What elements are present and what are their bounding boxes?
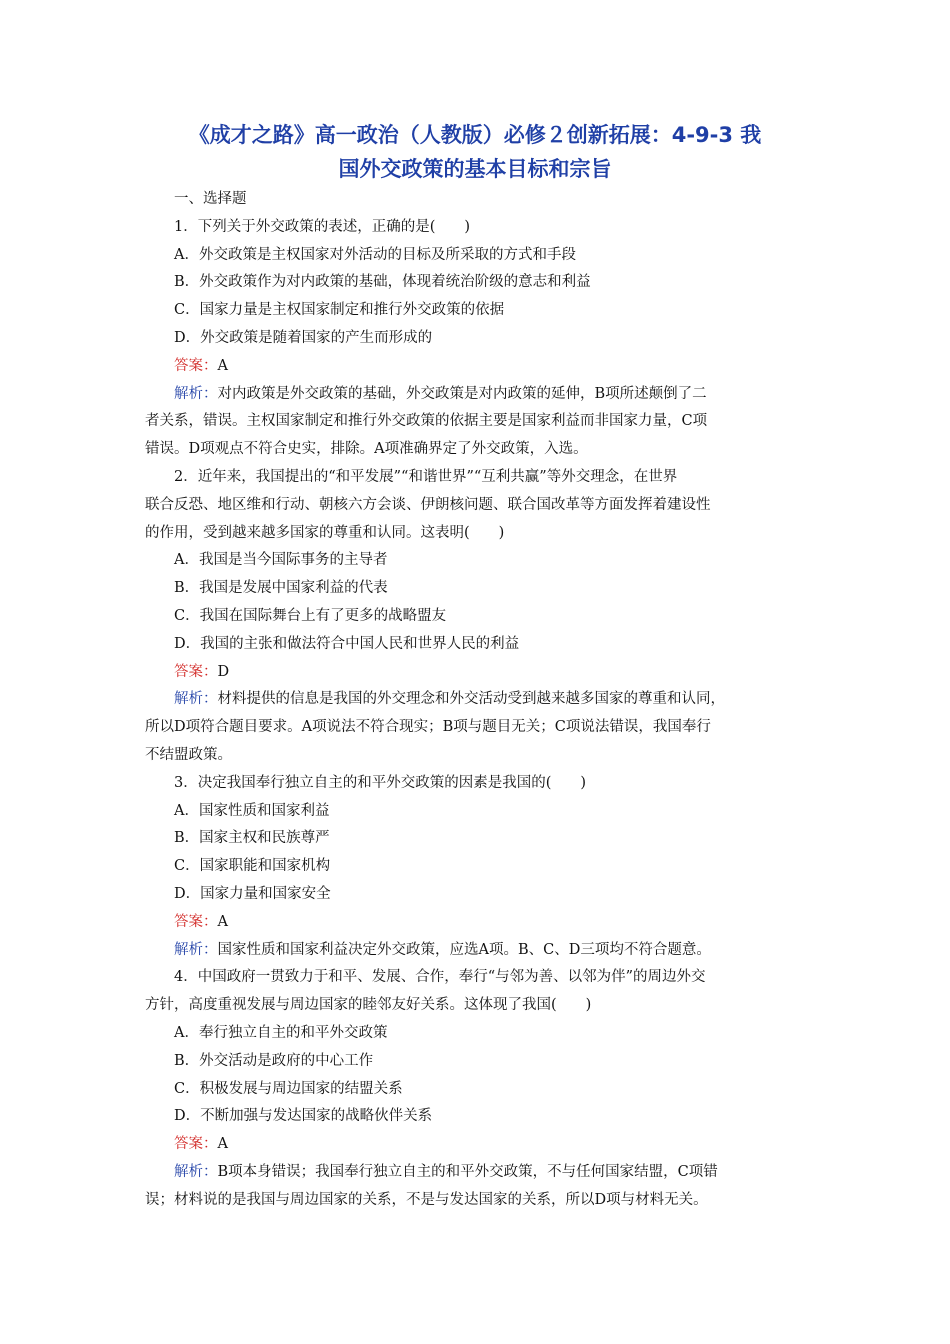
question-stem-line: 方针，高度重视发展与周边国家的睦邻友好关系。这体现了我国( ) xyxy=(145,997,592,1014)
question-stem-line: 3．决定我国奉行独立自主的和平外交政策的因素是我国的( ) xyxy=(174,774,587,791)
answer-label: 答案： xyxy=(174,1136,218,1153)
analysis-text: 所以D项符合题目要求。A项说法不符合现实；B项与题目无关；C项说法错误，我国奉行 xyxy=(145,719,711,736)
analysis-label: 解析： xyxy=(174,1163,218,1180)
question-option: C．国家力量是主权国家制定和推行外交政策的依据 xyxy=(174,302,505,319)
analysis-text: 材料提供的信息是我国的外交理念和外交活动受到越来越多国家的尊重和认同， xyxy=(217,691,725,708)
answer-line xyxy=(145,909,813,937)
analysis-label: 解析： xyxy=(174,941,218,958)
analysis-line xyxy=(145,436,813,464)
question-block xyxy=(145,214,813,464)
answer-value: D xyxy=(217,663,230,680)
analysis-line xyxy=(145,1187,813,1215)
question-option: D．不断加强与发达国家的战略伙伴关系 xyxy=(174,1108,433,1125)
question-option: B．国家主权和民族尊严 xyxy=(174,830,330,847)
question-stem-line: 1．下列关于外交政策的表述，正确的是( ) xyxy=(174,218,471,235)
document-title xyxy=(120,118,830,186)
analysis-text: 对内政策是外交政策的基础，外交政策是对内政策的延伸，B项所述颠倒了二 xyxy=(217,385,707,402)
question-option: B．外交活动是政府的中心工作 xyxy=(174,1052,374,1069)
question-option: D．外交政策是随着国家的产生而形成的 xyxy=(174,329,433,346)
analysis-line xyxy=(145,937,813,965)
question-option: C．积极发展与周边国家的结盟关系 xyxy=(174,1080,403,1097)
title-line-2: 国外交政策的基本目标和宗旨 xyxy=(338,157,612,181)
answer-value: A xyxy=(217,913,228,930)
answer-line xyxy=(145,659,813,687)
analysis-text: 不结盟政策。 xyxy=(145,746,232,763)
analysis-text: 误；材料说的是我国与周边国家的关系，不是与发达国家的关系，所以D项与材料无关。 xyxy=(145,1191,708,1208)
question-option: A．国家性质和国家利益 xyxy=(174,802,330,819)
analysis-line xyxy=(145,381,813,409)
title-line-1: 《成才之路》高一政治（人教版）必修２创新拓展：4-9-3 我 xyxy=(188,123,762,147)
answer-value: A xyxy=(217,357,228,374)
answer-label: 答案： xyxy=(174,357,218,374)
question-stem-line: 2．近年来，我国提出的“和平发展”“和谐世界”“互利共赢”等外交理念，在世界 xyxy=(174,468,678,485)
analysis-line xyxy=(145,686,813,714)
question-stem-line: 4．中国政府一贯致力于和平、发展、合作，奉行“与邻为善、以邻为伴”的周边外交 xyxy=(174,969,706,986)
question-block xyxy=(145,770,813,965)
question-option: A．我国是当今国际事务的主导者 xyxy=(174,552,388,569)
analysis-line xyxy=(145,408,813,436)
analysis-text: 错误。D项观点不符合史实，排除。A项准确界定了外交政策，入选。 xyxy=(145,441,588,458)
analysis-line xyxy=(145,742,813,770)
question-option: D．我国的主张和做法符合中国人民和世界人民的利益 xyxy=(174,635,520,652)
analysis-line xyxy=(145,714,813,742)
question-option: D．国家力量和国家安全 xyxy=(174,885,331,902)
question-option: C．我国在国际舞台上有了更多的战略盟友 xyxy=(174,607,447,624)
answer-line xyxy=(145,353,813,381)
analysis-text: 国家性质和国家利益决定外交政策，应选A项。B、C、D三项均不符合题意。 xyxy=(217,941,711,958)
question-option: A．奉行独立自主的和平外交政策 xyxy=(174,1024,388,1041)
question-option: B．外交政策作为对内政策的基础，体现着统治阶级的意志和利益 xyxy=(174,274,591,291)
question-block xyxy=(145,464,813,770)
answer-value: A xyxy=(217,1136,228,1153)
question-block xyxy=(145,964,813,1214)
question-stem-line: 联合反恐、地区维和行动、朝核六方会谈、伊朗核问题、联合国改革等方面发挥着建设性 xyxy=(145,496,711,513)
analysis-label: 解析： xyxy=(174,691,218,708)
question-option: C．国家职能和国家机构 xyxy=(174,858,331,875)
answer-label: 答案： xyxy=(174,663,218,680)
answer-label: 答案： xyxy=(174,913,218,930)
document-body xyxy=(145,186,813,1214)
analysis-text: 者关系，错误。主权国家制定和推行外交政策的依据主要是国家利益而非国家力量，C项 xyxy=(145,413,708,430)
question-option: B．我国是发展中国家利益的代表 xyxy=(174,580,388,597)
question-stem-line: 的作用，受到越来越多国家的尊重和认同。这表明( ) xyxy=(145,524,505,541)
analysis-line xyxy=(145,1159,813,1187)
analysis-label: 解析： xyxy=(174,385,218,402)
question-option: A．外交政策是主权国家对外活动的目标及所采取的方式和手段 xyxy=(174,246,576,263)
section-heading: 一、选择题 xyxy=(174,191,247,207)
analysis-text: B项本身错误；我国奉行独立自主的和平外交政策，不与任何国家结盟，C项错 xyxy=(217,1163,718,1180)
answer-line xyxy=(145,1131,813,1159)
